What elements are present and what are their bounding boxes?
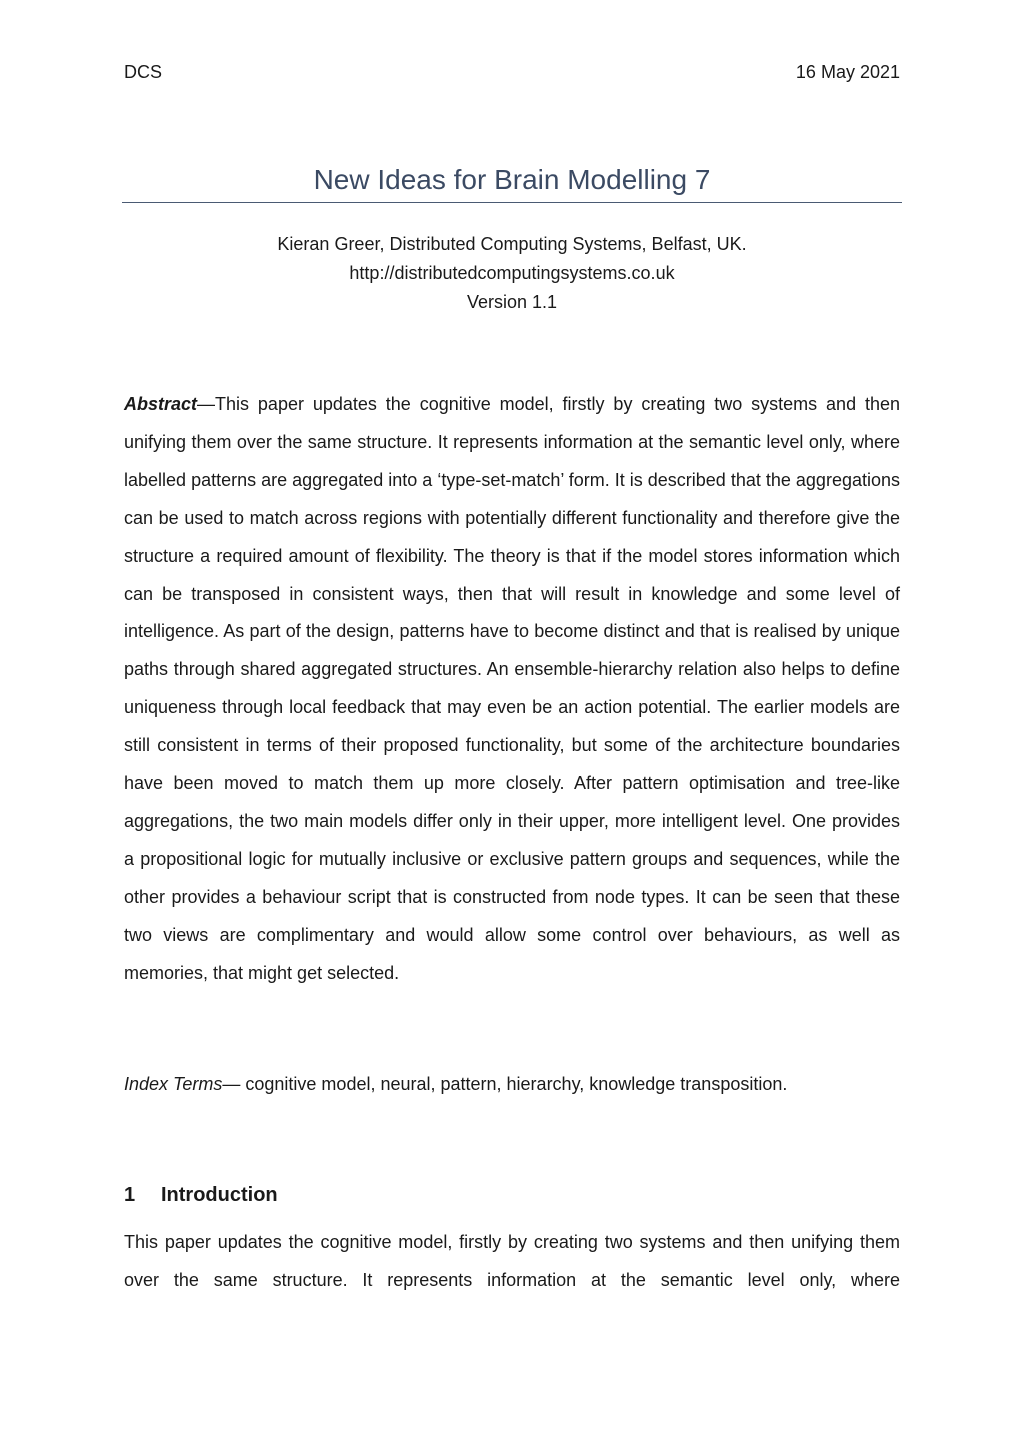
abstract-label: Abstract [124,394,198,414]
section-heading [124,1184,278,1207]
author-block [122,230,902,317]
abstract-text: This paper updates the cognitive model, firstly by creating two systems and then unifying them over the same structure. It represents information at the semantic level only, where labelled patterns are aggregated into a ‘type-set-match’ form. It is described that the aggregations can be used to match across regions with potentially different functionality and therefore give the structure a required amount of flexibility. The theory is that if the model stores information which can be transposed in consistent ways, then that will result in knowledge and some level of intelligence. As part of the design, patterns have to become distinct and that is realised by unique paths through shared aggregated structures. An ensemble-hierarchy relation also helps to define uniqueness through local feedback that may even be an action potential. The earlier models are still consistent in terms of their proposed functionality, but some of the architecture boundaries have been moved to match them up more closely. After pattern optimisation and tree-like aggregations, the two main models differ only in their upper, more intelligent level. One provides a propositional logic for mutually inclusive or exclusive pattern groups and sequences, while the other provides a behaviour script that is constructed from node types. It can be seen that these two views are complimentary and would allow some control over behaviours, as well as memories, that might get selected. [124,394,900,983]
section-title: Introduction [161,1184,278,1206]
abstract-dash: — [197,394,216,414]
index-terms-label: Index Terms [124,1074,223,1094]
author-url: http://distributedcomputingsystems.co.uk [349,263,675,283]
introduction-paragraph: This paper updates the cognitive model, firstly by creating two systems and then unifying them over the same structure. It represents information at the semantic level only, where [124,1232,900,1290]
index-terms-text: — cognitive model, neural, pattern, hierarchy, knowledge transposition. [222,1074,788,1094]
index-terms [124,1066,900,1103]
header-left-label: DCS [124,62,163,82]
header-date: 16 May 2021 [795,62,900,82]
paper-title: New Ideas for Brain Modelling 7 [122,164,902,203]
section-number: 1 [124,1184,136,1206]
paper-version: Version 1.1 [466,292,558,312]
running-header [124,62,900,83]
author-affiliation: Kieran Greer, Distributed Computing Systems, Belfast, UK. [277,234,747,254]
abstract [124,386,900,993]
